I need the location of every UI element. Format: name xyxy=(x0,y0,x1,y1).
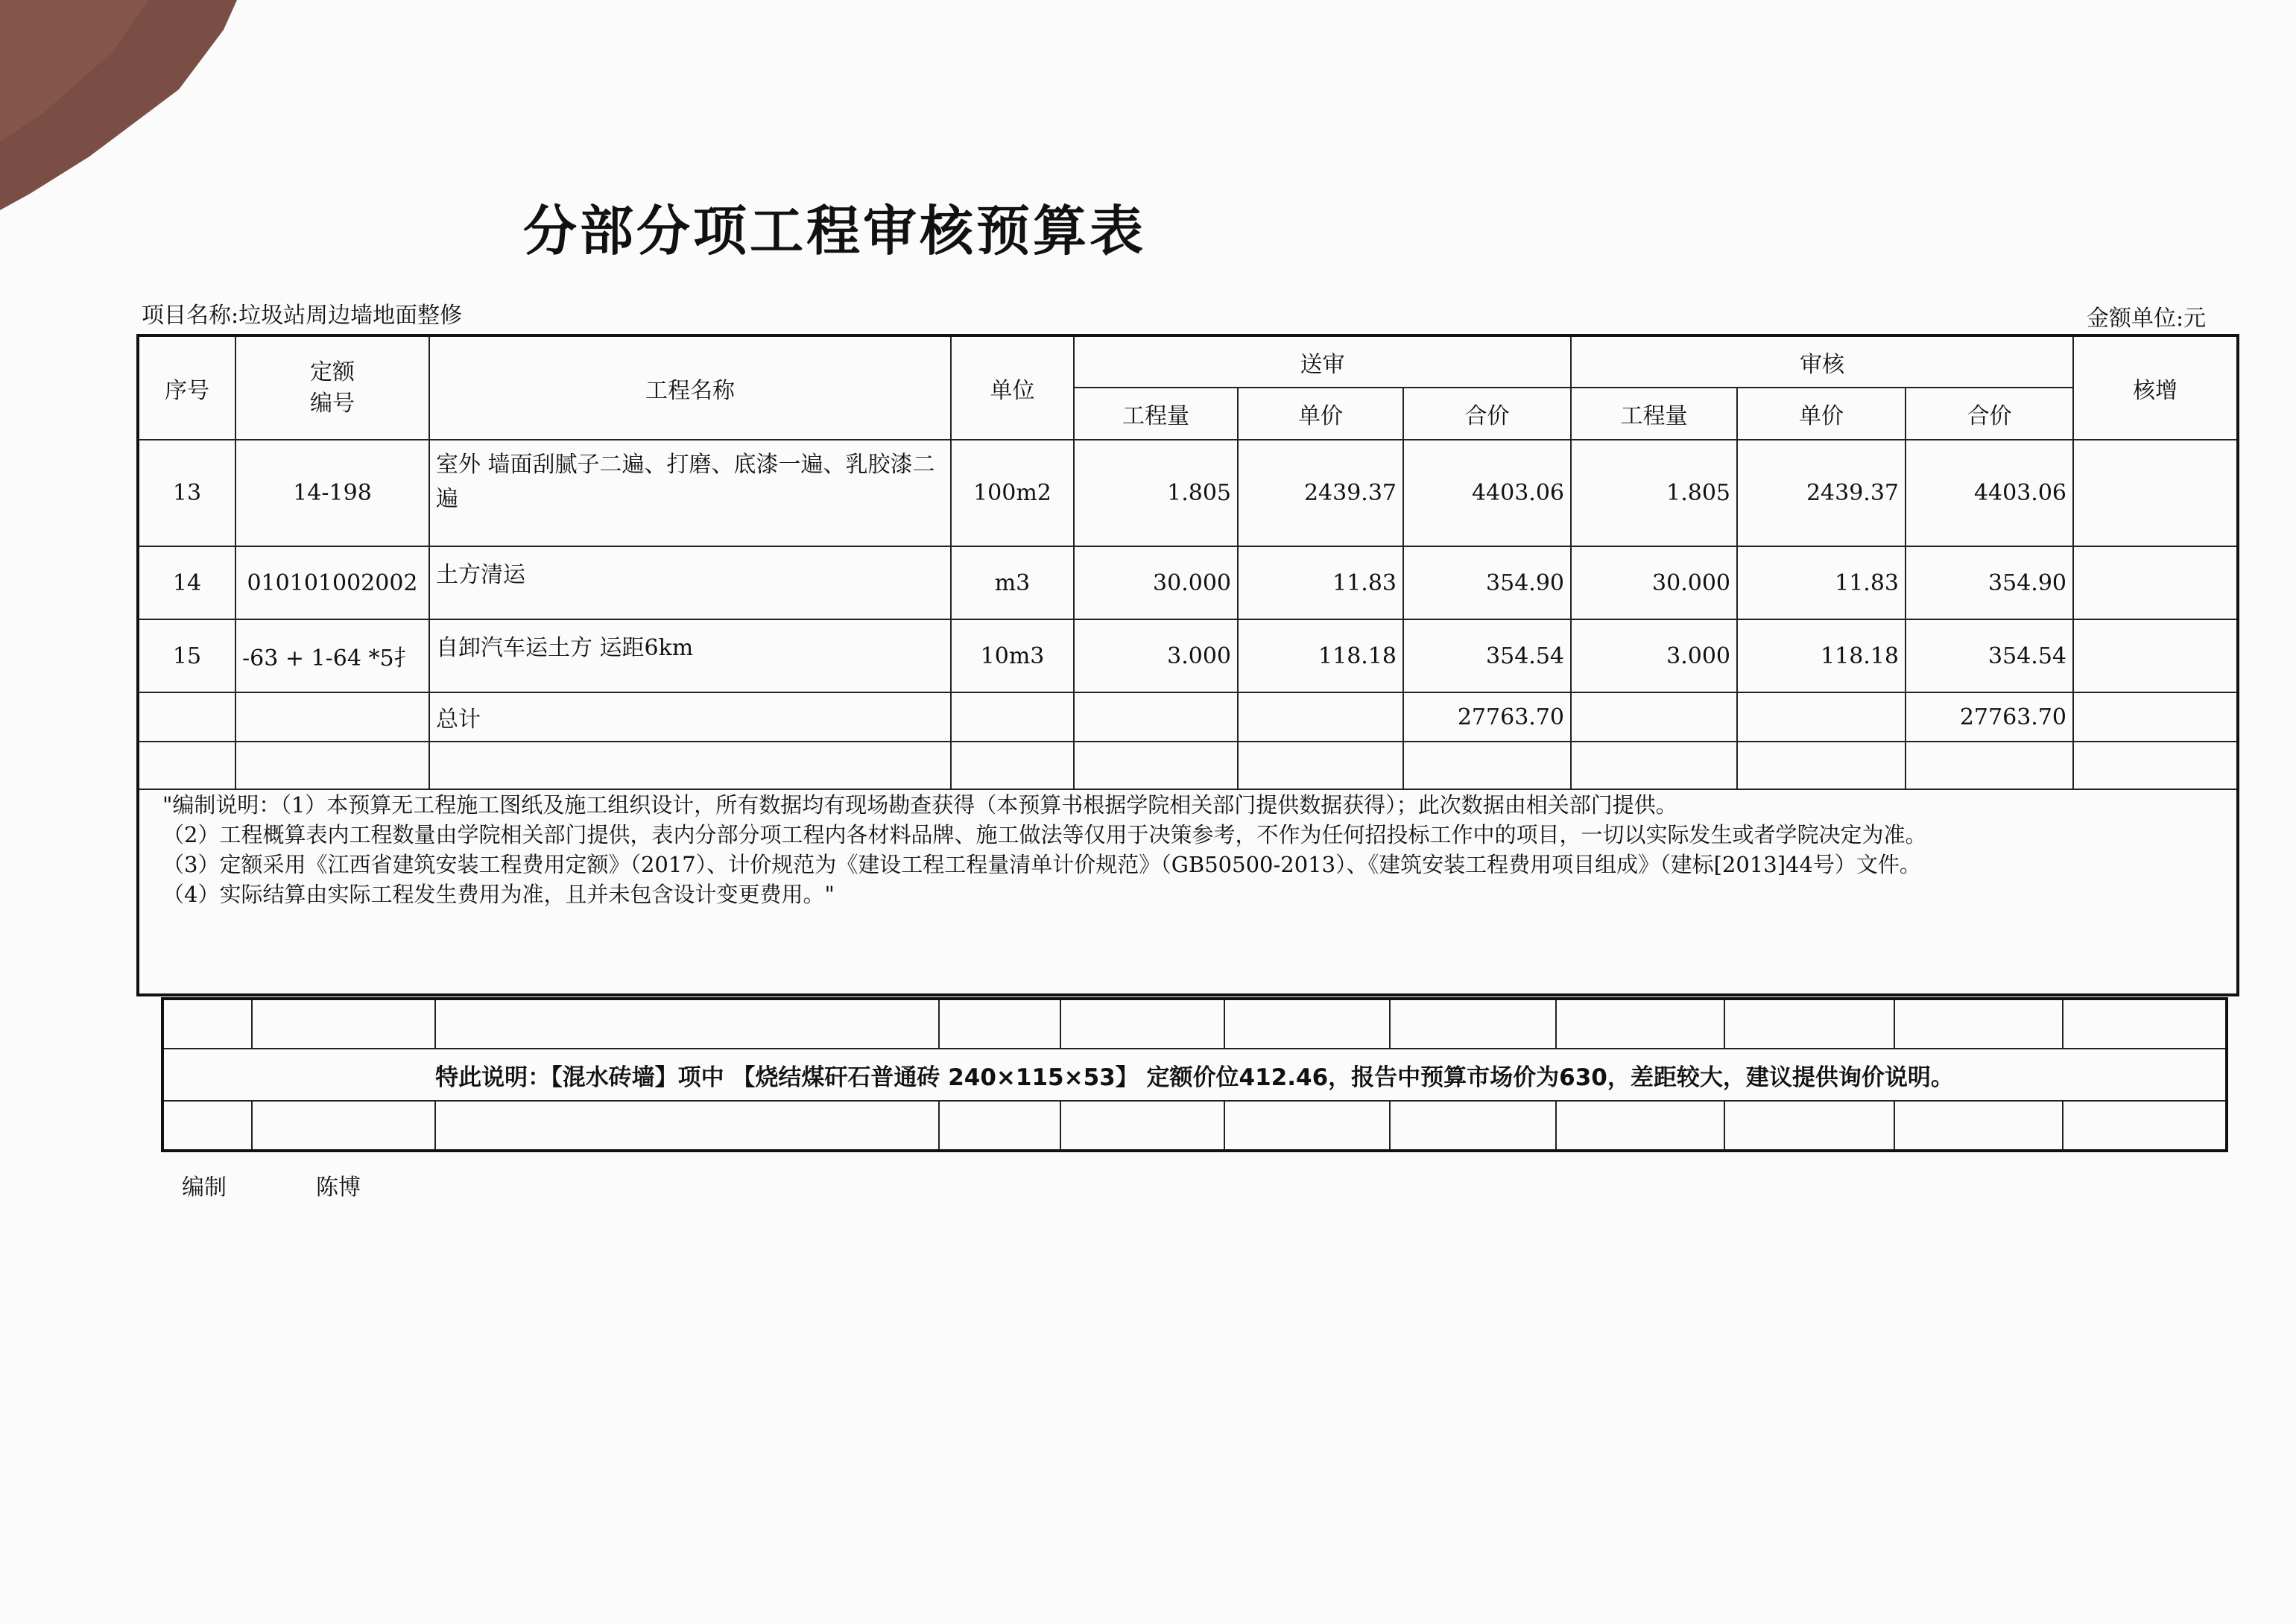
empty-row xyxy=(162,999,2227,1049)
wood-background-corner xyxy=(0,0,246,216)
row-increase xyxy=(2073,619,2238,692)
row-audited-qty: 30.000 xyxy=(1571,546,1737,619)
project-name: 项目名称:垃圾站周边墙地面整修 xyxy=(142,303,463,329)
row-unit: 10m3 xyxy=(951,619,1074,692)
total-submitted: 27763.70 xyxy=(1403,692,1571,742)
row-audited-qty: 1.805 xyxy=(1571,440,1737,546)
header-increase: 核增 xyxy=(2073,335,2238,440)
row-audited-total: 4403.06 xyxy=(1906,440,2073,546)
note-line: （2）工程概算表内工程数量由学院相关部门提供，表内分部分项工程内各材料品牌、施工做法等仅用于决策参考，不作为任何招投标工作中的项目，一切以实际发生或者学院决定为准。 xyxy=(162,822,1927,847)
row-audited-qty: 3.000 xyxy=(1571,619,1737,692)
row-submitted-total: 354.90 xyxy=(1403,546,1571,619)
header-audited-price: 单价 xyxy=(1737,388,1906,440)
row-audited-total: 354.90 xyxy=(1906,546,2073,619)
row-name: 自卸汽车运土方 运距6km xyxy=(429,619,951,692)
page-title: 分部分项工程审核预算表 xyxy=(522,200,1146,262)
row-code: -63 + 1-64 *5扌 xyxy=(235,619,429,692)
row-name: 室外 墙面刮腻子二遍、打磨、底漆一遍、乳胶漆二遍 xyxy=(429,440,951,546)
header-submitted-qty: 工程量 xyxy=(1074,388,1238,440)
total-audited: 27763.70 xyxy=(1906,692,2073,742)
header-quota-code xyxy=(235,335,429,440)
compilation-notes xyxy=(162,790,2234,909)
table-row xyxy=(138,440,2238,546)
special-note: 特此说明：【混水砖墙】项中 【烧结煤矸石普通砖 240×115×53】 定额价位412.46，报告中预算市场价为630，差距较大，建议提供询价说明。 xyxy=(162,1049,2227,1101)
header-audited: 审核 xyxy=(1571,335,2073,388)
note-line: "编制说明：（1）本预算无工程施工图纸及施工组织设计，所有数据均有现场勘查获得（本预算书根据学院相关部门提供数据获得）；此次数据由相关部门提供。 xyxy=(162,792,1677,818)
compiler-name: 陈博 xyxy=(316,1175,361,1201)
empty-row xyxy=(162,1101,2227,1151)
header-quota-line2: 编号 xyxy=(310,390,355,417)
special-note-row xyxy=(162,1049,2227,1101)
header-seq: 序号 xyxy=(138,335,235,440)
row-code: 14-198 xyxy=(235,440,429,546)
row-submitted-total: 4403.06 xyxy=(1403,440,1571,546)
amount-unit: 金额单位:元 xyxy=(2087,306,2207,332)
compiled-by-label: 编制 xyxy=(182,1175,227,1201)
row-submitted-qty: 3.000 xyxy=(1074,619,1238,692)
row-audited-price: 118.18 xyxy=(1737,619,1906,692)
total-row xyxy=(138,692,2238,742)
special-note-table xyxy=(161,997,2228,1152)
empty-row xyxy=(138,742,2238,789)
table-row xyxy=(138,546,2238,619)
header-row-1 xyxy=(138,335,2238,388)
row-name: 土方清运 xyxy=(429,546,951,619)
row-submitted-qty: 1.805 xyxy=(1074,440,1238,546)
header-audited-qty: 工程量 xyxy=(1571,388,1737,440)
row-seq: 15 xyxy=(138,619,235,692)
row-submitted-price: 2439.37 xyxy=(1238,440,1403,546)
row-audited-total: 354.54 xyxy=(1906,619,2073,692)
total-label: 总计 xyxy=(429,692,951,742)
row-audited-price: 2439.37 xyxy=(1737,440,1906,546)
row-audited-price: 11.83 xyxy=(1737,546,1906,619)
header-audited-total: 合价 xyxy=(1906,388,2073,440)
note-line: （4）实际结算由实际工程发生费用为准，且并未包含设计变更费用。" xyxy=(162,882,835,907)
header-unit: 单位 xyxy=(951,335,1074,440)
row-submitted-price: 118.18 xyxy=(1238,619,1403,692)
note-line: （3）定额采用《江西省建筑安装工程费用定额》（2017）、计价规范为《建设工程工程量清单计价规范》（GB50500-2013）、《建筑安装工程费用项目组成》（建标[2013]44号）文件。 xyxy=(162,852,1921,877)
row-unit: m3 xyxy=(951,546,1074,619)
row-seq: 14 xyxy=(138,546,235,619)
header-submitted: 送审 xyxy=(1074,335,1571,388)
row-submitted-qty: 30.000 xyxy=(1074,546,1238,619)
header-quota-line1: 定额 xyxy=(310,358,355,385)
header-name: 工程名称 xyxy=(429,335,951,440)
row-increase xyxy=(2073,546,2238,619)
header-submitted-total: 合价 xyxy=(1403,388,1571,440)
row-submitted-price: 11.83 xyxy=(1238,546,1403,619)
row-submitted-total: 354.54 xyxy=(1403,619,1571,692)
row-code: 010101002002 xyxy=(235,546,429,619)
row-unit: 100m2 xyxy=(951,440,1074,546)
row-seq: 13 xyxy=(138,440,235,546)
row-increase xyxy=(2073,440,2238,546)
header-submitted-price: 单价 xyxy=(1238,388,1403,440)
table-row xyxy=(138,619,2238,692)
